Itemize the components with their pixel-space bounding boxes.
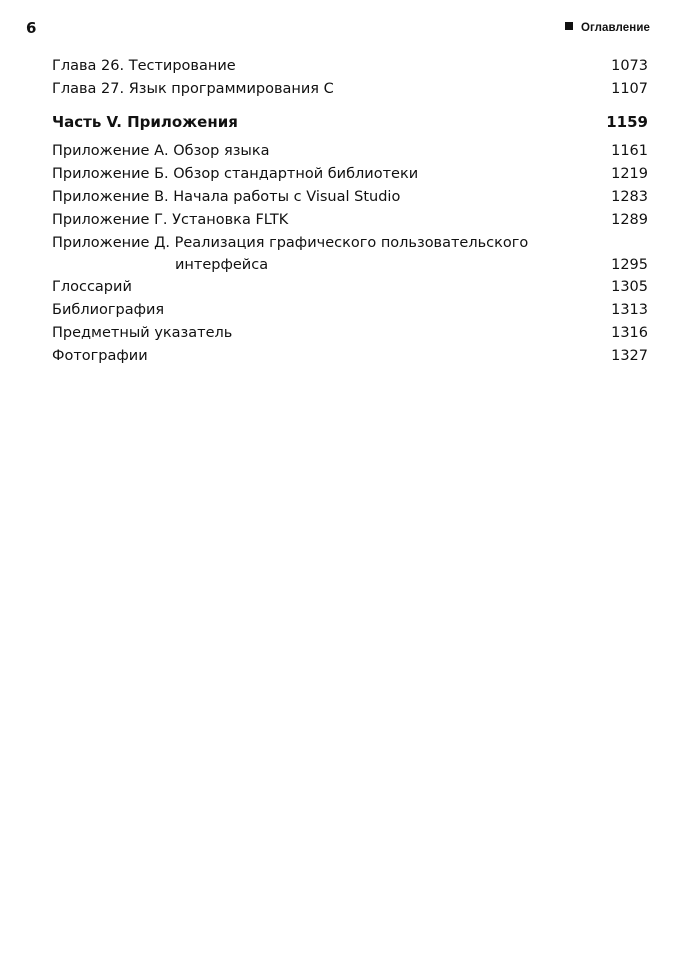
toc-entry-page: 1289 xyxy=(611,212,648,228)
toc-entry-page: 1161 xyxy=(611,143,648,159)
toc-entry-page: 1219 xyxy=(611,166,648,182)
toc-entry-page: 1295 xyxy=(611,257,648,273)
toc-entry-title: Приложение А. Обзор языка xyxy=(52,143,270,159)
toc-entry-title: Глава 26. Тестирование xyxy=(52,58,236,74)
square-bullet-icon xyxy=(565,22,573,30)
toc-entry-title: Глоссарий xyxy=(52,279,132,295)
toc-entry-page: 1107 xyxy=(611,81,648,97)
running-head xyxy=(565,18,650,38)
toc-part-page: 1159 xyxy=(606,113,648,131)
toc-entry-page: 1316 xyxy=(611,325,648,341)
toc-entry-title-continuation: интерфейса xyxy=(175,257,269,273)
toc-part-title: Часть V. Приложения xyxy=(52,113,238,131)
running-head-title: Оглавление xyxy=(580,22,650,34)
toc-entry-page: 1283 xyxy=(611,189,648,205)
toc-entry-title: Приложение Г. Установка FLTK xyxy=(52,212,289,228)
toc-entry-title: Фотографии xyxy=(52,348,148,364)
toc-entry-title: Глава 27. Язык программирования С xyxy=(52,81,334,97)
toc-entry-appendix-d xyxy=(52,233,648,277)
page-number: 6 xyxy=(26,19,37,37)
toc-entry-title: Предметный указатель xyxy=(52,325,233,341)
toc-entry-page: 1305 xyxy=(611,279,648,295)
toc-entry-page: 1313 xyxy=(611,302,648,318)
toc-entry-title: Приложение Д. Реализация графического пользовательского xyxy=(52,235,529,251)
toc-entry-page: 1073 xyxy=(611,58,648,74)
toc-entry-page: 1327 xyxy=(611,348,648,364)
toc-entry-title: Библиография xyxy=(52,302,165,318)
toc-entry-title: Приложение Б. Обзор стандартной библиотеки xyxy=(52,166,419,182)
toc-entry-title: Приложение В. Начала работы с Visual Studio xyxy=(52,189,401,205)
